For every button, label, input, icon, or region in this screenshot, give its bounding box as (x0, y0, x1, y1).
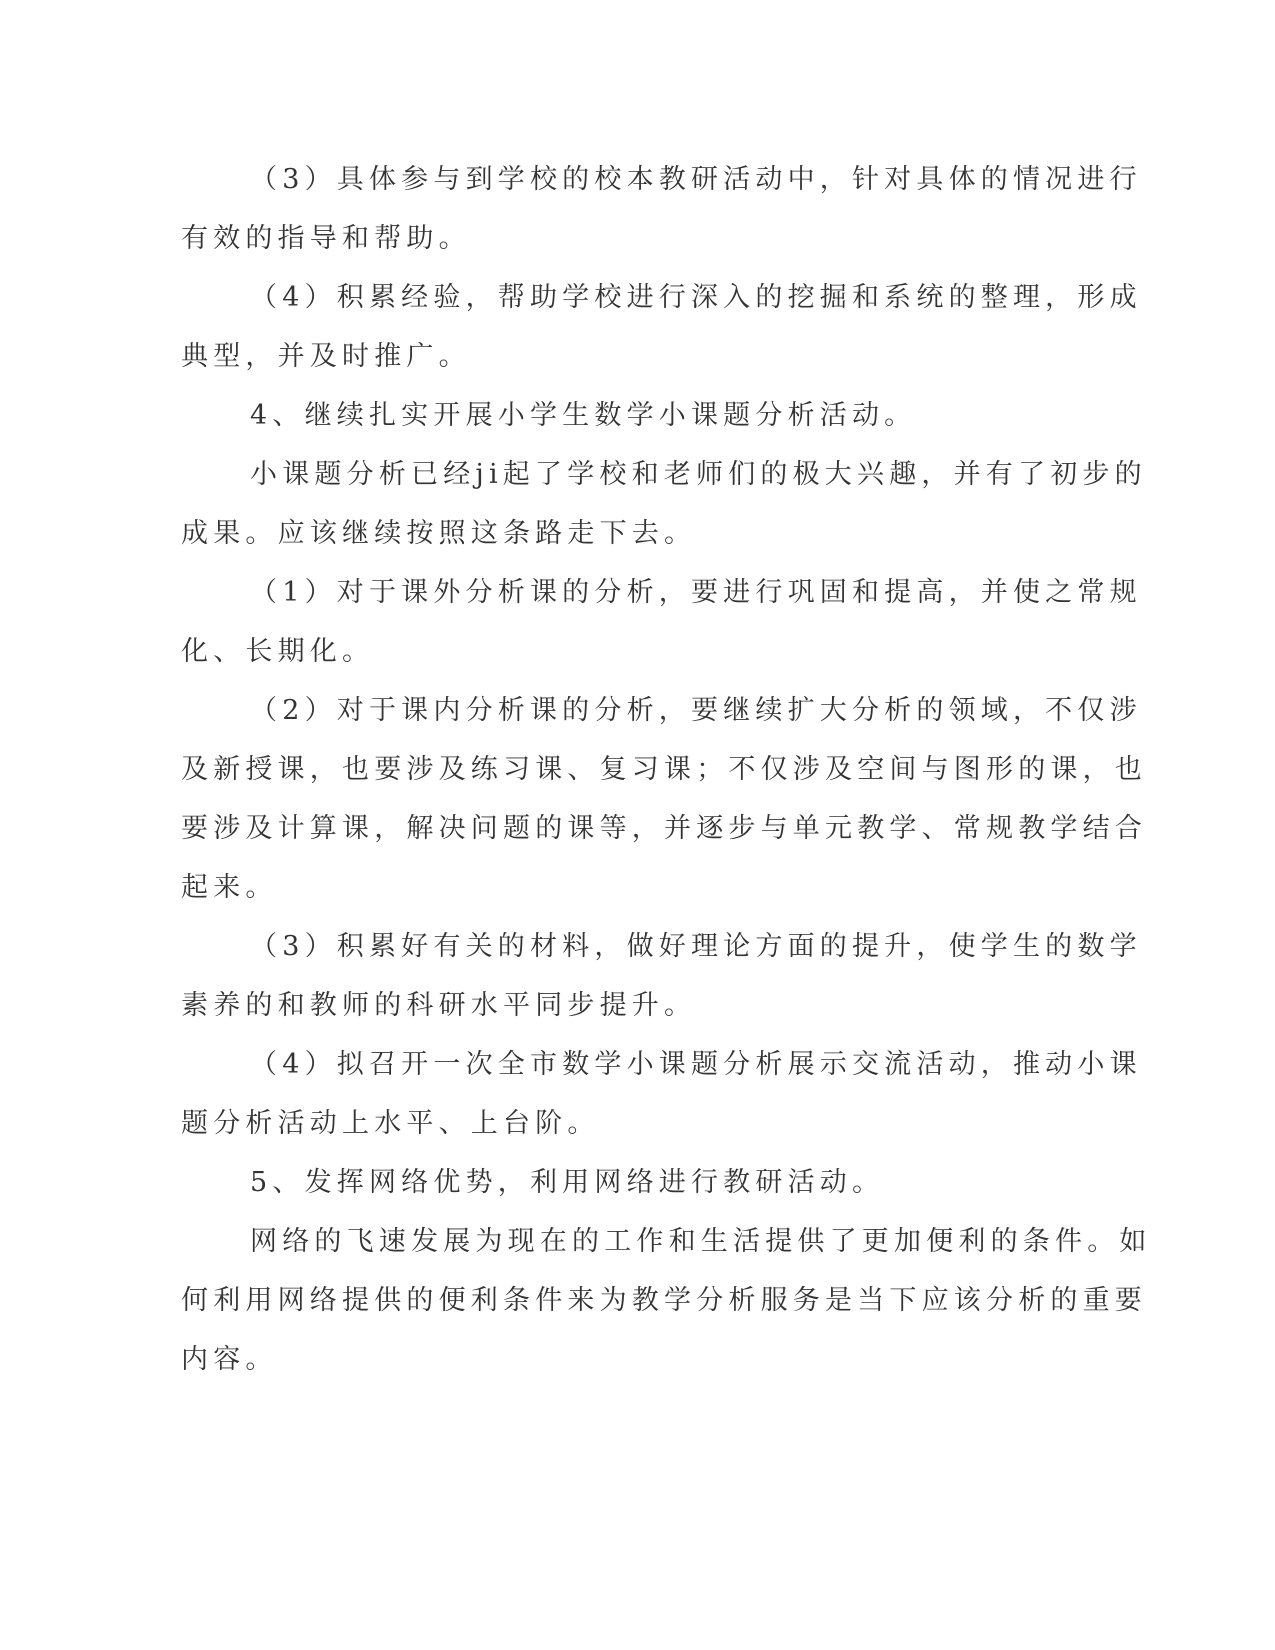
text-line: （4）积累经验，帮助学校进行深入的挖掘和系统的整理，形成 (250, 282, 1142, 313)
text-line: 小课题分析已经ji起了学校和老师们的极大兴趣，并有了初步的 (250, 459, 1147, 490)
text-line: （4）拟召开一次全市数学小课题分析展示交流活动，推动小课 (250, 1049, 1142, 1080)
text-line: 化、长期化。 (181, 636, 375, 667)
text-line: 素养的和教师的科研水平同步提升。 (181, 990, 697, 1021)
text-line: （3）具体参与到学校的校本教研活动中，针对具体的情况进行 (250, 164, 1142, 195)
text-line: 何利用网络提供的便利条件来为教学分析服务是当下应该分析的重要 (181, 1285, 1147, 1316)
text-line: 成果。应该继续按照这条路走下去。 (181, 518, 697, 549)
text-line: 题分析活动上水平、上台阶。 (181, 1108, 600, 1139)
text-line: 内容。 (181, 1344, 278, 1375)
text-line: 网络的飞速发展为现在的工作和生活提供了更加便利的条件。如 (250, 1226, 1152, 1257)
section-heading: 4、继续扎实开展小学生数学小课题分析活动。 (250, 400, 917, 431)
text-line: （2）对于课内分析课的分析，要继续扩大分析的领域，不仅涉 (250, 695, 1142, 726)
text-line: 有效的指导和帮助。 (181, 223, 471, 254)
text-line: 及新授课，也要涉及练习课、复习课；不仅涉及空间与图形的课，也 (181, 754, 1147, 785)
text-line: 起来。 (181, 872, 278, 903)
text-line: （1）对于课外分析课的分析，要进行巩固和提高，并使之常规 (250, 577, 1142, 608)
text-line: （3）积累好有关的材料，做好理论方面的提升，使学生的数学 (250, 931, 1142, 962)
text-line: 要涉及计算课，解决问题的课等，并逐步与单元教学、常规教学结合 (181, 813, 1147, 844)
section-heading: 5、发挥网络优势，利用网络进行教研活动。 (250, 1167, 885, 1198)
text-line: 典型，并及时推广。 (181, 341, 471, 372)
